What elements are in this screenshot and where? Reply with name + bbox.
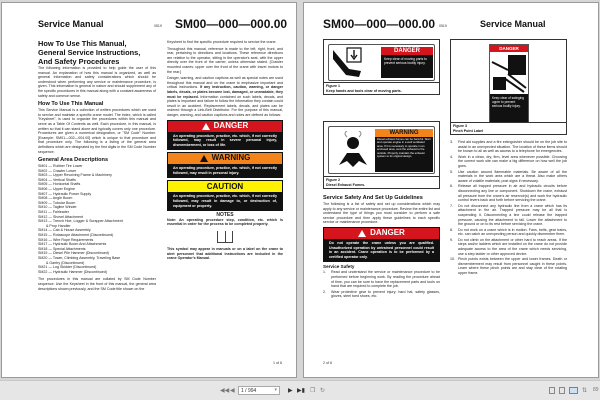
area-item: SM19 — Diesel Pile Hammer (Discontinued) <box>38 251 109 256</box>
next-page-icon[interactable]: ▶ <box>288 388 293 394</box>
area-item: SM10 — Tagline Winder <box>38 205 77 210</box>
page1-col2 <box>167 40 283 263</box>
p3-c: Information contained on such labels, decals, and plates is important and failure to follow the information they contain could result in an accident. Replacement labels, decals, and plates can be ordered through a Link-Belt Distributor. For the purpose of this manual, danger, warning, and caution captions and notes are defined as follows: <box>167 94 283 117</box>
safety-list-right <box>450 140 567 277</box>
page-header <box>2 15 296 35</box>
item-text: Work in a clean, dry, firm, level area whenever possible. Choosing the correct work site can make a big difference on how well the job goes. <box>458 154 567 168</box>
main-title: How To Use This Manual, General Service Instructions, And Safety Procedures <box>38 39 141 66</box>
fig-num: Figure 2 <box>326 178 340 183</box>
area-list <box>38 164 156 274</box>
figure-caption <box>324 176 439 188</box>
symbol-text: This symbol may appear in manuals or on a label on the crane to alert personnel that additional instructions are included in the crane Operator's Manual. <box>167 247 283 261</box>
figure-caption <box>451 122 566 134</box>
safety-list-left <box>323 270 440 299</box>
item-text: Read and understand the service or maintenance procedure to be performed before beginning work. By reading the procedure ahead of time, you can be sure to have the replacement parts and tools on hand that are required to complete the job. <box>331 270 440 289</box>
caution-definition <box>167 180 283 211</box>
ssg-heading: Service Safety And Set Up Guidelines <box>323 195 423 201</box>
area-item: SM22 — Hydraulic Hammer (Discontinued) <box>38 269 107 274</box>
area-item: SM21 — Log Skidder (Discontinued) <box>38 265 97 270</box>
area-item: SM12 — Shovel Attachment <box>38 214 83 219</box>
warning-definition <box>167 152 283 178</box>
two-page-view-icon[interactable] <box>569 387 578 394</box>
header-title: Service Manual <box>480 19 546 29</box>
warning-label-exhaust <box>328 126 435 174</box>
gad-heading: General Area Descriptions <box>38 157 109 164</box>
area-item: SM06 — Upper Engine <box>38 187 75 192</box>
page-2 <box>303 2 599 378</box>
safety-item <box>450 257 567 275</box>
notes-text: Note: An operating procedure step, condition, etc. which is essential in order for the process to be completed properly. <box>167 217 283 227</box>
area-item: & Gantry (Discontinued) <box>38 260 85 265</box>
area-item: SM18 — Special Attachments <box>38 246 86 251</box>
safety-item <box>323 270 440 288</box>
item-number: 7. <box>450 203 453 208</box>
danger-label: DANGER <box>213 120 249 130</box>
book-icon <box>217 231 233 243</box>
warning-triangle-icon <box>202 123 210 130</box>
area-item: SM02 — Crawler Lower <box>38 168 77 173</box>
danger-definition <box>167 120 283 151</box>
item-number: 8. <box>450 227 453 232</box>
fumes-person-icon <box>333 131 373 171</box>
area-item: SM15 — Rotascope Attachment (Discontinued) <box>38 233 114 237</box>
page2-col1 <box>323 195 440 300</box>
how-text: This Service Manual is a collection of written procedures which are used to service and maintain a specific crane model. The index, which is called "Keysheet", is used to organize the procedures within this manual and serve as a Table Of Contents as well. Each procedure, in this manual, is written so that it can stand alone and typically covers only one procedure. Procedures are given a numerical designation, or "SM Code" Number. [Example: SM01—002—004.00] which is unique to that procedure and that procedure only. The following is a listing of the general area definitions which are designated by the first digits in the SM Code Number sequence. <box>38 108 156 154</box>
item-text: First aid supplies and a fire extinguisher should be on the job site to assist in an unexpected situation. The location of these items should be known to all as well as access to a telephone for emergencies. <box>458 140 567 154</box>
safety-item <box>450 204 567 227</box>
danger-label-moving-parts <box>328 44 435 81</box>
first-page-icon[interactable]: ◀◀ <box>220 388 230 394</box>
area-item: & Prop Handler <box>38 223 71 228</box>
header-sm-code: SM00—000—000.00 <box>323 17 436 31</box>
item-number: 2. <box>323 289 326 294</box>
item-text: Do not climb on the attachment or other hard to reach areas. If the steps and/or ladders which are installed on the crane do not provide adequate access to the area of the crane which needs servicing, use a step ladder or other approved device. <box>458 237 567 256</box>
how-heading: How To Use This Manual <box>38 101 104 108</box>
item-number: 3. <box>450 140 453 144</box>
fig3-label-text: Keep clear of swinging upper to prevent serious bodily injury. <box>492 96 525 108</box>
intro-text: The following information is provided to help guide the user of this manual. An explanation of how this manual is organized, as well as general information and safety considerations which should be understood when performing any service or maintenance procedure, is given. This information is general in nature and should supplement any of the specific procedures in this manual along with a constant awareness of safety and common sense. <box>38 66 156 98</box>
ss-heading: Service Safety <box>323 264 355 270</box>
previous-page-icon[interactable]: ◀ <box>230 388 235 394</box>
header-title: Service Manual <box>38 19 104 29</box>
item-number: 9. <box>450 237 453 242</box>
ssg-text: The following is a list of safety and set up considerations which may apply to any service or maintenance procedure. Review the entire list and understand the type of things you must consider to perform a safe service procedure and then apply these guidelines to each specific service or maintenance procedure. <box>323 202 440 225</box>
item-number: 1. <box>323 270 326 275</box>
safety-item <box>323 290 440 299</box>
page-number: 1 of 6 <box>273 361 282 365</box>
warning-triangle-icon <box>358 230 366 237</box>
fig1-label-head: DANGER <box>381 47 433 55</box>
fig-title: Keep hands and tools clear of moving parts. <box>326 88 402 93</box>
rotate-icon[interactable]: ↻ <box>320 388 326 394</box>
dropdown-arrow-icon[interactable]: ▾ <box>274 387 277 393</box>
area-item: SM11 — Fairleader <box>38 210 69 215</box>
fig1-label-text: Keep clear of moving parts to prevent serious bodily injury. <box>384 57 427 65</box>
area-item: SM09 — Tubular Boom <box>38 200 76 205</box>
item-number: 5. <box>450 169 453 174</box>
safety-item <box>450 170 567 184</box>
safety-item <box>450 184 567 202</box>
p3-a: Danger, warning, and caution captions as well as special notes are used throughout this manual and on the crane to emphasize important and critical instructions. <box>167 76 283 90</box>
fig-title: Diesel Exhaust Fumes. <box>326 182 366 187</box>
area-item: SM16 — Wire Rope Requirements <box>38 237 94 242</box>
caution-text: An operating procedure, practice, etc. which, if not correctly followed, may result in damage to, or destruction of, equipment or property. <box>168 192 282 210</box>
warning-label: WARNING <box>211 153 251 163</box>
area-item: SM13 — Trench Hoe, Logger & Scrapper Attachment <box>38 219 123 224</box>
safety-item <box>450 228 567 237</box>
area-item: SM05 — Horizontal Shafts <box>38 182 81 187</box>
item-text: Do not disconnect any hydraulic line from a crane which has its attachment in the air. Trapped pressure may be all that is suspending it. Disconnecting a line could release the trapped pressure, causing the attachment to fall. Lower the attachment to the ground or on to its rest before servicing the crane. <box>458 203 567 227</box>
item-number: 10. <box>450 257 455 262</box>
figure-2 <box>323 121 440 189</box>
caution-label: CAUTION <box>206 181 244 191</box>
col2-p1: Keysheet to find the specific procedure required to service the crane. <box>167 40 277 44</box>
warning-text: An operating procedure, practice, etc. which, if not correctly followed, may result in personal injury. <box>168 164 282 177</box>
page-number: 2 of 6 <box>323 361 332 365</box>
copy-icon[interactable]: ❐ <box>310 388 316 394</box>
danger-text: An operating procedure, practice, etc. which, if not correctly followed, may result in severe personal injury, dismemberment, or loss of life. <box>168 132 282 150</box>
fig-num: Figure 3 <box>453 124 467 129</box>
danger-operate-label <box>323 227 440 262</box>
p3-bold: If any instruction, caution, warning, or danger labels, decals, or plates become lost, damaged, or unreadable, they must be replaced. <box>167 85 283 99</box>
viewer-toolbar <box>0 380 600 400</box>
safety-item <box>450 155 567 169</box>
last-page-icon[interactable]: ▶▮ <box>297 388 305 394</box>
header-code: 0519 <box>439 24 447 28</box>
item-text: Do not work on a crane which is in motion. Fans, belts, gear trains, etc. can catch an unexpecting person and quickly dismember them. <box>458 227 567 237</box>
fig2-label-text: Diesel exhaust fumes can be harmful. Start and operate engine in a well ventilated area. If it is necessary to operate in an enclosed area, vent the exhaust to the outside. Properly maintain the exhaust system to its original design. <box>377 137 431 159</box>
pinch-point-label <box>489 44 529 124</box>
notes-heading: NOTES <box>216 212 234 219</box>
item-number: 6. <box>450 184 453 189</box>
page-number-field[interactable] <box>238 386 280 395</box>
area-item: SM20 — Tower, Climbing Assembly, Traveling Base <box>38 255 121 260</box>
fit-icon[interactable]: ⇅ <box>582 388 588 394</box>
page1-col1 <box>38 39 156 293</box>
single-page-view-icon[interactable] <box>549 387 555 394</box>
area-item: SM08 — Angle Boom <box>38 196 73 201</box>
area-item: SM01 — Rubber Tire Lower <box>38 164 83 169</box>
pinch-point-icon <box>490 52 528 94</box>
fig-num: Figure 1 <box>326 84 340 89</box>
hand-crush-icon <box>331 47 381 80</box>
area-item: SM14 — Cab & House Assembly <box>38 228 91 233</box>
figure-3 <box>450 39 567 135</box>
page-1 <box>1 2 297 378</box>
item-text: Release all trapped pressure in air and hydraulic circuits before disconnecting any line or component. Shutdown the crane, exhaust all pressure from the crane's air reservoir(s) and work the hydraulic control levers back and forth before servicing the crane. <box>458 184 567 203</box>
item-text: Pinch points exists between the upper and lower frames. Death or dismemberment may result from personnel caught in these points. Learn where these pinch points are and stay clear of the rotating upper frame. <box>458 257 567 276</box>
col2-p2: Throughout this manual, reference is made to the left, right, front, and rear, pertaining to directions and locations. These reference directions are relative to the operator, sitting in the operator's seat, with the upper directly over the front of the carrier, unless otherwise stated. [Crawler mounted cranes: upper over the front of the crane with travel motors to the rear.] <box>167 46 283 74</box>
item-text: Use caution around flammable materials. Be aware of all the materials in the work area which are a threat. Also make others aware of volatile materials; post signs if necessary. <box>458 169 567 183</box>
danger-text: Do not operate the crane unless you are qualified. Unauthorized operation by untrained personnel could result in an accident. Crane operation is to be performed by a certified operator only. <box>324 239 439 261</box>
fig-title: Pinch Point Label <box>453 128 484 133</box>
area-item: SM17 — Hydraulic Boom And Attachments <box>38 242 107 247</box>
col2-p3 <box>167 76 283 117</box>
page-field-value: 1 / 994 <box>241 388 257 394</box>
fig2-label-head: WARNING <box>375 129 433 137</box>
item-number: 4. <box>450 154 453 159</box>
header-sm-code: SM00—000—000.00 <box>175 17 288 31</box>
item-text: Wear protective gear to prevent injury; hard hat, safety glasses, gloves, steel toed shoes, etc. <box>331 289 440 299</box>
collate-text: The procedures in this manual are collated by SM Code Number sequence. Use the Keysheet in the front of this manual, the general area descriptions shown previously, and the SM Code title shown on the <box>38 277 156 291</box>
continuous-view-icon[interactable] <box>559 387 565 394</box>
area-item: SM03 — Upper Revolving Frame & Machinery <box>38 173 112 178</box>
page-header <box>304 15 598 35</box>
area-item: SM04 — Vertical Shafts <box>38 177 76 182</box>
warning-triangle-icon <box>200 155 208 162</box>
header-code: 0519 <box>154 24 162 28</box>
figure-1 <box>323 39 440 95</box>
safety-item <box>450 238 567 256</box>
danger-label: DANGER <box>370 228 405 238</box>
figure-caption <box>324 82 439 94</box>
area-item: SM07 — Hydraulic Power Supply <box>38 191 92 196</box>
safety-item <box>450 140 567 154</box>
fig3-label-head: DANGER <box>490 45 528 52</box>
zoom-level[interactable]: 89 <box>593 387 599 393</box>
